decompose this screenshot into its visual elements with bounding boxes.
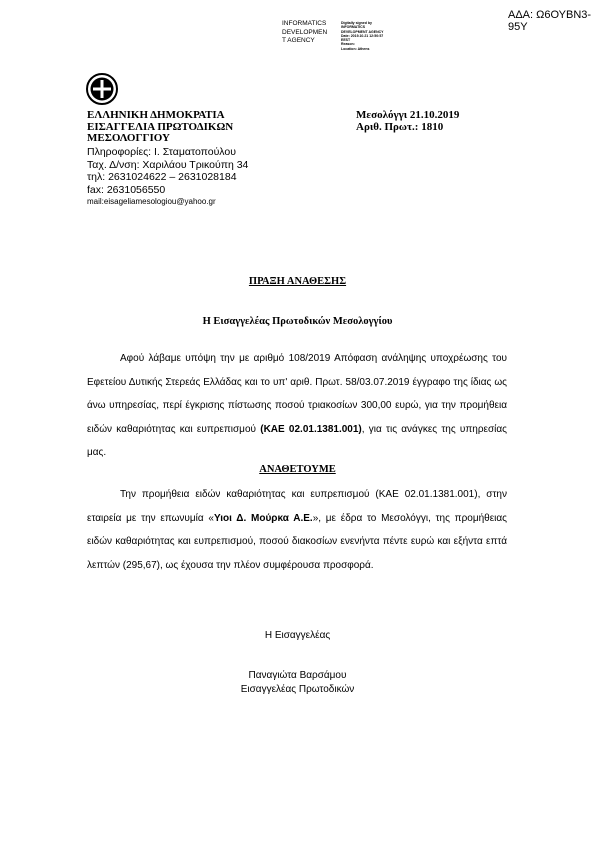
- paragraph-1-tail: , για τις ανάγκες της υπηρεσίας μας.: [87, 423, 507, 458]
- document-title: [0, 276, 595, 287]
- paragraph-1-text: Αφού λάβαμε υπόψη την με αριθμό 108/2019 Απόφαση ανάληψης υποχρέωσης του Εφετείου Δυτικής Στερεάς Ελλάδας και το υπ' αριθ. Πρωτ. 58/03.07.2019 έγγραφο της ίδιας ως άνω υπηρεσίας, περί έγκρισης πίστωσης ποσού τριακοσίων 300,00 ευρώ, για την προμήθεια ειδών καθαριότητας και ευπρεπισμού: [87, 353, 507, 435]
- contact-block: [87, 146, 248, 209]
- stamp-detail: Date: 2019.10.21 12:50:57: [341, 33, 384, 38]
- org-line: ΜΕΣΟΛΟΓΓΙΟΥ: [87, 132, 170, 144]
- paragraph-2-tail: », με έδρα το Μεσολόγγι, της προμήθειας ειδών καθαριότητας και ευπρεπισμού, ποσού διακοσίων ενενήντα πέντε ευρώ και εξήντα επτά λεπτών (295,67), ως έχουσα την πλέον συμφέρουσα προσφορά.: [87, 512, 507, 571]
- stamp-detail: EEST: [341, 38, 351, 43]
- assign-heading-text: ΑΝΑΘΕΤΟΥΜΕ: [259, 464, 336, 475]
- org-line: ΕΛΛΗΝΙΚΗ ΔΗΜΟΚΡΑΤΙΑ: [87, 109, 225, 121]
- contact-fax: fax: 2631056550: [87, 183, 166, 196]
- contact-mail: mail:eisageliamesologiou@yahoo.gr: [87, 197, 216, 206]
- stamp-line: INFORMATICS: [282, 20, 327, 27]
- paragraph-1: [87, 347, 507, 465]
- contact-address: Ταχ. Δ/νση: Χαριλάου Τρικούπη 34: [87, 158, 249, 171]
- paragraph-1-bold: (ΚΑΕ 02.01.1381.001): [260, 423, 362, 435]
- stamp-detail: INFORMATICS: [341, 25, 366, 30]
- org-line: ΕΙΣΑΓΓΕΛΙΑ ΠΡΩΤΟΔΙΚΩΝ: [87, 120, 234, 133]
- greek-coat-of-arms-icon: [86, 73, 118, 105]
- ada-code: ΑΔΑ: Ω6ΟΥΒΝ3-95Υ: [508, 9, 592, 33]
- date-protocol-block: [356, 110, 459, 133]
- contact-info: Πληροφορίες: Ι. Σταματοπούλου: [87, 146, 236, 158]
- stamp-line: DEVELOPMEN: [282, 28, 328, 36]
- paragraph-2: [87, 483, 507, 577]
- signature-name: Παναγιώτα Βαρσάμου: [248, 670, 347, 681]
- stamp-line: T AGENCY: [282, 37, 315, 44]
- place-date: Μεσολόγγι 21.10.2019: [356, 109, 460, 121]
- contact-phone: τηλ: 2631024622 – 2631028184: [87, 171, 237, 183]
- document-title-text: ΠΡΑΞΗ ΑΝΑΘΕΣΗΣ: [248, 276, 347, 287]
- paragraph-2-bold: Υιοι Δ. Μούρκα Α.Ε.: [213, 512, 313, 524]
- paragraph-2-text: Την προμήθεια ειδών καθαριότητας και ευπρεπισμού (ΚΑΕ 02.01.1381.001), στην εταιρεία με την επωνυμία «: [87, 489, 507, 524]
- org-header: [87, 110, 233, 145]
- stamp-detail: Reason:: [341, 42, 355, 47]
- signature-role: Η Εισαγγελέας: [264, 630, 331, 641]
- signature-title: Εισαγγελέας Πρωτοδικών: [240, 684, 355, 695]
- issuer-heading: Η Εισαγγελέας Πρωτοδικών Μεσολογγίου: [202, 316, 393, 327]
- protocol-number: Αριθ. Πρωτ.: 1810: [356, 120, 444, 133]
- stamp-detail: Digitally signed by: [341, 21, 372, 25]
- assign-heading: [0, 464, 595, 475]
- stamp-detail: Location: Athens: [341, 46, 370, 51]
- stamp-detail: DEVELOPMENT AGENCY: [341, 29, 384, 34]
